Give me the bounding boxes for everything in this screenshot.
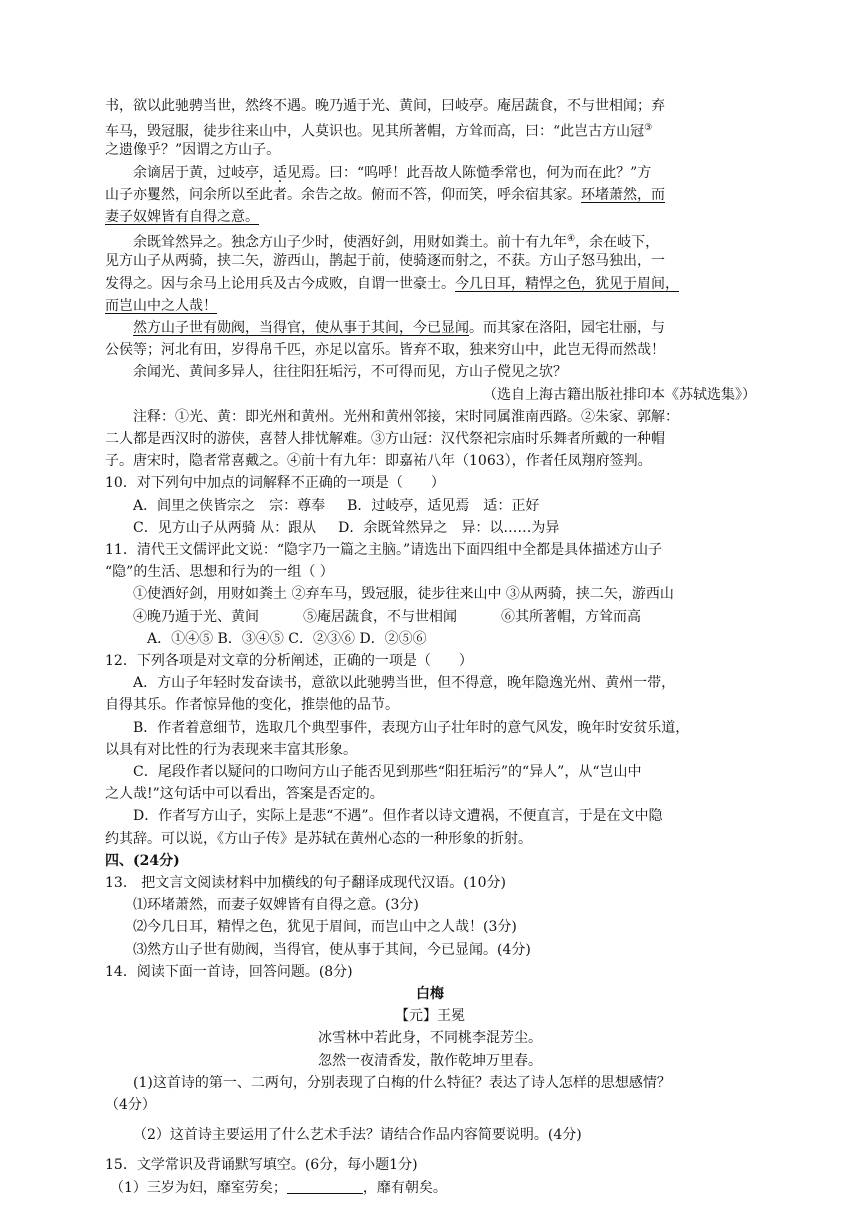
option-row: ①使酒好剑，用财如粪土 ②弃车马，毁冠服，徒步往来山中 ③从两骑，挟二矢，游西山 bbox=[133, 586, 674, 602]
option-row: ④晚乃遁于光、黄间 ⑤庵居蔬食，不与世相闻 ⑥其所著帽，方耸而高 bbox=[133, 609, 641, 625]
option-line: C．尾段作者以疑问的口吻问方山子能否见到那些“阳狂垢污”的“异人”，从“岂山中 bbox=[133, 764, 642, 780]
underlined-sentence: 环堵萧然，而 bbox=[581, 187, 665, 203]
question-11: “隐”的生活、思想和行为的一组（ ） bbox=[105, 564, 334, 580]
passage-line: 书，欲以此驰骋当世，然终不遇。晚乃遁于光、黄间，曰岐亭。庵居蔬食，不与世相闻；弃 bbox=[105, 98, 665, 114]
poem-line: 冰雪林中若此身，不同桃李混芳尘。 bbox=[318, 1030, 542, 1046]
fill-blank-line: （1）三岁为妇，靡室劳矣； ，靡有朝矣。 bbox=[110, 1180, 447, 1196]
option-line: A．方山子年轻时发奋读书，意欲以此驰骋当世，但不得意，晚年隐逸光州、黄州一带， bbox=[133, 675, 676, 691]
answer-choices: A．①④⑤ B．③④⑤ C．②③⑥ D．②⑤⑥ bbox=[147, 631, 427, 647]
underlined-sentence: 然方山子世有勋阀，当得官，使从事于其间，今已显闻 bbox=[133, 320, 469, 336]
sub-question: (1)这首诗的第一、二两句，分别表现了白梅的什么特征？表达了诗人怎样的思想感情？ bbox=[133, 1075, 671, 1091]
poem-author: 【元】王冕 bbox=[395, 1008, 465, 1024]
passage-line bbox=[0, 207, 860, 227]
option-line: 之人哉!”这句话中可以看出，答案是否定的。 bbox=[105, 786, 384, 802]
notes-line: 注释：①光、黄：即光州和黄州。光州和黄州邻接，宋时同属淮南西路。②朱家、郭解： bbox=[133, 409, 679, 425]
dotted-word: 适 bbox=[273, 165, 287, 181]
passage-line: 然方山子世有勋阀，当得官，使从事于其间，今已显闻。而其家在洛阳，园宅壮丽，与 bbox=[133, 320, 665, 336]
notes-line: 二人都是西汉时的游侠，喜替人排忧解难。③方山冠：汉代祭祀宗庙时乐舞者所戴的一种帽 bbox=[105, 431, 665, 447]
poem-line: 忽然一夜清香发，散作乾坤万里春。 bbox=[318, 1053, 542, 1069]
footnote-marker: ④ bbox=[567, 234, 576, 244]
option-row: C．见方山子从两骑 从：跟从 D．余既耸然异之 异：以……为异 bbox=[133, 520, 560, 536]
sub-question: （4分） bbox=[105, 1097, 156, 1113]
answer-blank[interactable] bbox=[287, 1179, 363, 1194]
sub-question: ⑵今几日耳，精悍之色，犹见于眉间，而岂山中之人哉！(3分) bbox=[133, 919, 517, 935]
passage-line: 余既耸然异之。独念方山子少时，使酒好剑，用财如粪土。前十有九年④，余在岐下， bbox=[133, 234, 660, 251]
question-11: 11．清代王文儒评此文说：“隐字乃一篇之主脑。”请选出下面四组中全都是具体描述方山子 bbox=[105, 542, 663, 558]
option-row: A．闾里之侠皆宗之 宗：尊奉 B．过岐亭，适见焉 适：正好 bbox=[133, 498, 540, 514]
question-10: 10．对下列句中加点的词解释不正确的一项是（ ） bbox=[105, 475, 445, 491]
option-line: 自得其乐。作者惊异他的变化，推崇他的品节。 bbox=[105, 697, 399, 713]
sub-question: ⑶然方山子世有勋阀，当得官，使从事于其间，今已显闻。(4分) bbox=[133, 942, 531, 958]
section-heading: 四、(24分) bbox=[105, 853, 180, 869]
underlined-sentence: 今几日耳，精悍之色，犹见于眉间， bbox=[455, 276, 679, 292]
sub-question: （2）这首诗主要运用了什么艺术手法？请结合作品内容简要说明。(4分) bbox=[133, 1127, 582, 1143]
question-15: 15．文学常识及背诵默写填空。(6分，每小题1分) bbox=[105, 1157, 418, 1173]
source-citation: （选自上海古籍出版社排印本《苏轼选集》） bbox=[483, 387, 756, 403]
question-12: 12．下列各项是对文章的分析阐述，正确的一项是（ ） bbox=[105, 653, 473, 669]
footnote-marker: ③ bbox=[644, 123, 653, 133]
passage-line: 公侯等；河北有田，岁得帛千匹，亦足以富乐。皆弃不取，独来穷山中，此岂无得而然哉！ bbox=[105, 342, 665, 358]
underlined-sentence: 而岂山中之人哉！ bbox=[105, 298, 217, 314]
question-14: 14．阅读下面一首诗，回答问题。(8分) bbox=[105, 964, 353, 980]
passage-line bbox=[0, 296, 860, 316]
option-line: 约其辞。可以说，《方山子传》是苏轼在黄州心态的一种形象的折射。 bbox=[105, 831, 532, 847]
sub-question: ⑴环堵萧然，而妻子奴婢皆有自得之意。(3分) bbox=[133, 897, 419, 913]
passage-line: 余谪居于黄，过岐亭，适见焉。曰：“呜呼！此吾故人陈慥季常也，何为而在此？”方 bbox=[133, 165, 652, 181]
passage-line: 发得之。因与余马上论用兵及古今成败，自谓一世豪士。今几日耳，精悍之色，犹见于眉间， bbox=[105, 276, 679, 292]
notes-line: 子。唐宋时，隐者常喜戴之。④前十有九年：即嘉祐八年（1063），作者任凤翔府签判。 bbox=[105, 453, 652, 469]
passage-line: 余闻光、黄间多异人，往往阳狂垢污，不可得而见，方山子傥见之欤？ bbox=[133, 364, 567, 380]
underlined-sentence: 妻子奴婢皆有自得之意。 bbox=[105, 209, 259, 225]
passage-line: 之遗像乎？”因谓之方山子。 bbox=[105, 142, 281, 158]
passage-line: 山子亦矍然，问余所以至此者。余告之故。俯而不答，仰而笑，呼余宿其家。环堵萧然，而 bbox=[105, 187, 665, 203]
option-line: 以具有对比性的行为表现来丰富其形象。 bbox=[105, 742, 357, 758]
question-13: 13． 把文言文阅读材料中加横线的句子翻译成现代汉语。(10分) bbox=[105, 875, 507, 891]
option-line: D．作者写方山子，实际上是悲“不遇”。但作者以诗文遭祸，不便直言，于是在文中隐 bbox=[133, 808, 663, 824]
passage-line: 见方山子从两骑，挟二矢，游西山，鹊起于前，使骑逐而射之，不获。方山子怒马独出，一 bbox=[105, 253, 665, 269]
poem-title: 白梅 bbox=[416, 986, 444, 1002]
passage-line: 车马，毁冠服，徒步往来山中，人莫识也。见其所著帽，方耸而高，曰：“此岂古方山冠③ bbox=[105, 123, 653, 140]
option-line: B．作者着意细节，选取几个典型事件，表现方山子壮年时的意气风发，晚年时安贫乐道， bbox=[133, 720, 690, 736]
